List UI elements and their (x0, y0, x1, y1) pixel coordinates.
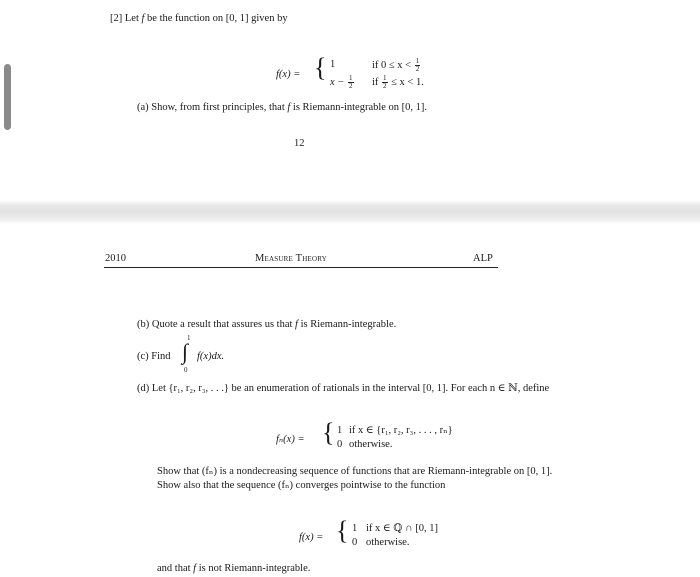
f-case2-value-half-den: 2 (349, 82, 353, 90)
final-statement (157, 562, 310, 575)
part-a (137, 101, 427, 114)
fn-case1-condition: if x ∈ {r₁, r₂, r₃, . . . , rₙ} (349, 425, 453, 436)
integral-upper-limit: 1 (187, 334, 191, 342)
final-statement-rest: is not Riemann-integrable. (198, 563, 311, 574)
integral-lower-limit: 0 (184, 366, 188, 374)
document-page-bottom (0, 224, 700, 577)
f-case2-value-half (348, 75, 354, 90)
f-definition-lhs (276, 68, 300, 81)
f-case2-condition (372, 75, 424, 90)
f-limit-case1-value: 1 (352, 523, 358, 534)
scrollbar-thumb[interactable] (4, 64, 11, 130)
header-year: 2010 (105, 253, 126, 264)
f-case1-condition (372, 58, 421, 73)
f-case1-condition-text: if 0 ≤ x < (372, 59, 412, 71)
question-header-rest: be the function on [0, 1] given by (147, 13, 288, 24)
f-definition-lhs-text: f(x) = (276, 69, 301, 80)
f-case2-condition-text: ≤ x < 1. (391, 76, 424, 88)
part-b-text: (b) Quote a result that assures us that (137, 319, 293, 330)
final-statement-text: and that (157, 563, 191, 574)
question-header-f: f (141, 13, 145, 24)
f-case1-value-text: 1 (330, 59, 336, 70)
f-limit-lhs: f(x) = (299, 532, 324, 543)
header-code: ALP (473, 253, 493, 264)
f-case2-value-half-num: 1 (349, 74, 353, 82)
f-case1-half-den: 2 (415, 65, 420, 73)
f-case2-condition-if: if (372, 76, 379, 88)
part-b (137, 318, 396, 331)
part-c: (c) Find (137, 351, 171, 362)
f-case2-cond-half-den: 2 (383, 82, 387, 90)
integral-sign: ∫ (182, 339, 189, 364)
part-d: (d) Let {r₁, r₂, r₃, . . .} be an enumeration of rationals in the interval [0, 1]. For each n ∈ ℕ, define (137, 383, 550, 394)
f-limit-case2-value: 0 (352, 537, 358, 548)
part-a-text: (a) Show, from first principles, that (137, 102, 285, 113)
show-that-line-1: Show that (fₙ) is a nondecreasing sequence of functions that are Riemann-integrable on [0, 1]. (157, 466, 553, 477)
fn-case2-value: 0 (337, 439, 343, 450)
f-limit-case1-condition: if x ∈ ℚ ∩ [0, 1] (366, 523, 439, 534)
header-rule (104, 267, 498, 268)
question-header-text: [2] Let (110, 13, 139, 24)
f-case1-half (415, 58, 421, 73)
fn-case1-value: 1 (337, 425, 343, 436)
part-b-rest: is Riemann-integrable. (300, 319, 397, 330)
part-a-f: f (287, 102, 291, 113)
f-limit-brace: { (336, 516, 349, 545)
part-a-rest: is Riemann-integrable on [0, 1]. (292, 102, 428, 113)
fn-definition-lhs: fₙ(x) = (276, 434, 305, 445)
page-number: 12 (294, 138, 305, 149)
header-title: Measure Theory (255, 253, 327, 264)
f-case1-half-num: 1 (415, 57, 420, 65)
fn-definition-brace: { (322, 418, 335, 447)
f-case2-value-text: x − (330, 76, 345, 88)
f-limit-case2-condition: otherwise. (366, 537, 410, 548)
f-case1-value (330, 58, 335, 71)
f-case2-cond-half-num: 1 (383, 74, 387, 82)
question-header (110, 12, 288, 25)
f-case2-cond-half (382, 75, 388, 90)
final-statement-f: f (193, 563, 197, 574)
document-page-top (0, 0, 700, 200)
part-c-integrand: f(x)dx. (197, 351, 225, 362)
f-case2-value (330, 75, 355, 90)
fn-case2-condition: otherwise. (349, 439, 393, 450)
show-that-line-2: Show also that the sequence (fₙ) converges pointwise to the function (157, 480, 446, 491)
f-definition-brace: { (314, 53, 327, 82)
part-b-f: f (295, 319, 298, 330)
page-break (0, 200, 700, 224)
